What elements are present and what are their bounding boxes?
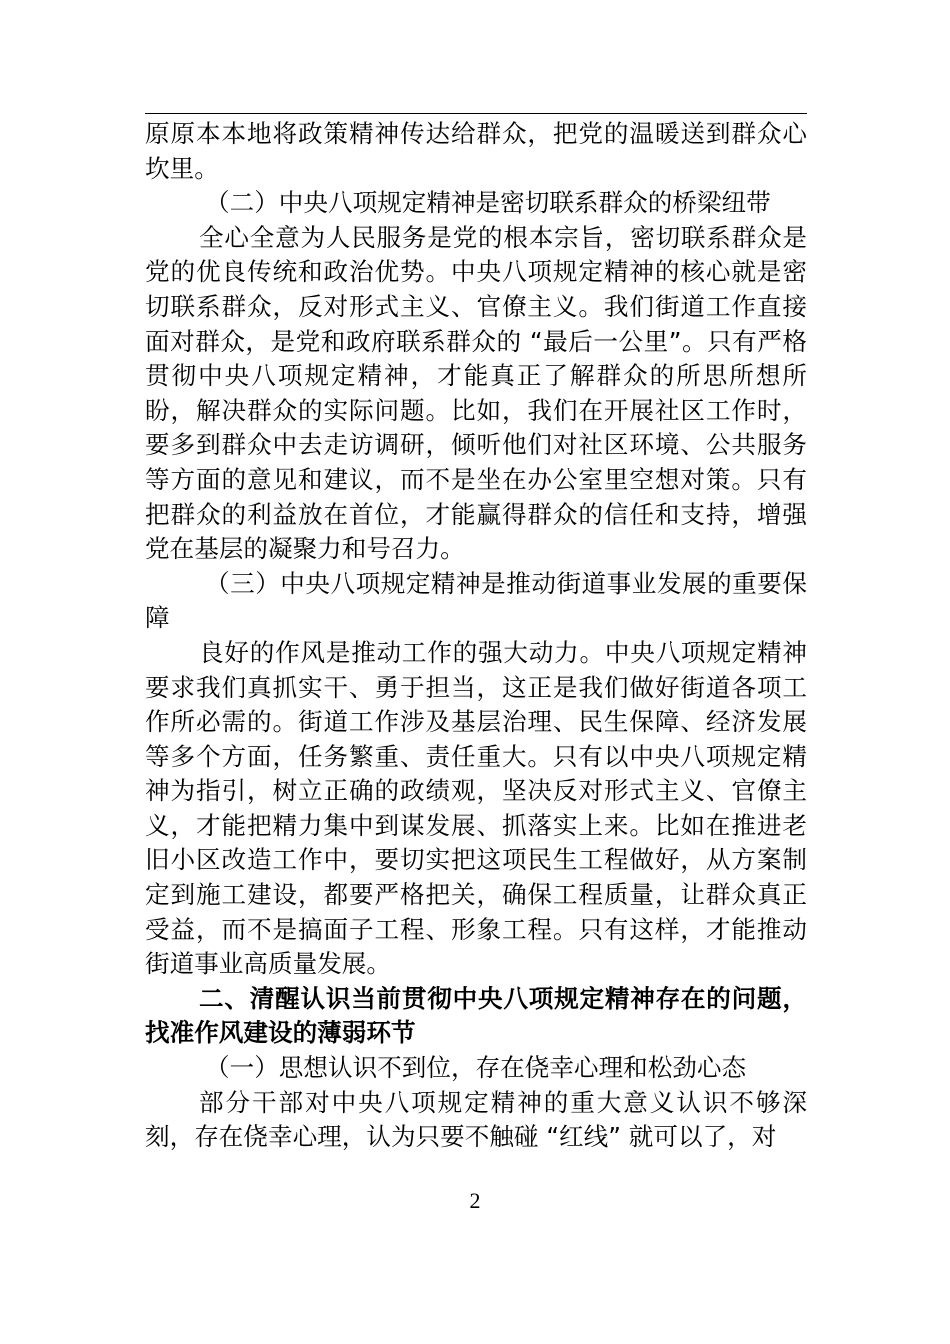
subheading-3: （三）中央八项规定精神是推动街道事业发展的重要保障 <box>145 568 807 633</box>
document-body <box>145 117 807 1155</box>
paragraph-body: 部分干部对中央八项规定精神的重大意义认识不够深刻，存在侥幸心理，认为只要不触碰 “红线” 就可以了，对 <box>145 1087 807 1152</box>
paragraph-body: 全心全意为人民服务是党的根本宗旨，密切联系群众是党的优良传统和政治优势。中央八项规定精神的核心就是密切联系群众，反对形式主义、官僚主义。我们街道工作直接面对群众，是党和政府联系群众的 “最后一公里”。只有严格贯彻中央八项规定精神，才能真正了解群众的所思所想所盼，解决群众的实际问题。比如，我们在开展社区工作时，要多到群众中去走访调研，倾听他们对社区环境、公共服务等方面的意见和建议，而不是坐在办公室里空想对策。只有把群众的利益放在首位，才能赢得群众的信任和支持，增强党在基层的凝聚力和号召力。 <box>145 222 807 564</box>
subheading-2: （二）中央八项规定精神是密切联系群众的桥梁纽带 <box>205 188 771 218</box>
subheading-1: （一）思想认识不到位，存在侥幸心理和松劲心态 <box>205 1053 747 1083</box>
page-number: 2 <box>469 1188 481 1213</box>
header-rule <box>145 113 807 114</box>
paragraph-body: 良好的作风是推动工作的强大动力。中央八项规定精神要求我们真抓实干、勇于担当，这正是我们做好街道各项工作所必需的。街道工作涉及基层治理、民生保障、经济发展等多个方面，任务繁重、责任重大。只有以中央八项规定精神为指引，树立正确的政绩观，坚决反对形式主义、官僚主义，才能把精力集中到谋发展、抓落实上来。比如在推进老旧小区改造工作中，要切实把这项民生工程做好，从方案制定到施工建设，都要严格把关，确保工程质量，让群众真正受益，而不是搞面子工程、形象工程。只有这样，才能推动街道事业高质量发展。 <box>145 637 807 979</box>
paragraph-continuation: 原原本本地将政策精神传达给群众，把党的温暖送到群众心坎里。 <box>145 119 807 183</box>
section-heading-2: 二、清醒认识当前贯彻中央八项规定精神存在的问题，找准作风建设的薄弱环节 <box>145 983 807 1048</box>
